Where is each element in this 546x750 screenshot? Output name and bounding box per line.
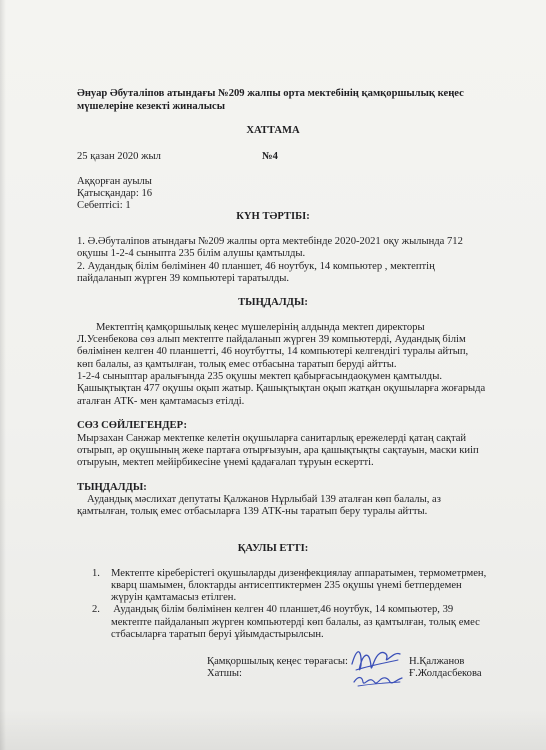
chair-name: Н.Қалжанов [409,656,465,667]
protocol-date: 25 қазан 2020 жыл [77,151,161,162]
heard-line: Аудандық мәслихат депутаты Қалжанов Нұрлыбай 139 аталған көп балалы, аз [87,494,441,505]
agenda-line: 1. Ә.Әбуталіпов атындағы №209 жалпы орта мектебінде 2020-2021 оқу жылында 712 [77,236,463,247]
secretary-name: Ғ.Жолдасбекова [409,668,482,679]
listened-line: Л.Усенбекова сөз алып мектепте пайдаланып жүрген 39 компьютерді, Аудандық білім [77,334,466,345]
page-bottom-shade [0,710,546,750]
agenda-heading: КҮН ТӘРТІБІ: [236,211,310,222]
attendance-present: Қатысқандар: 16 [77,188,153,199]
secretary-role: Хатшы: [207,668,242,679]
protocol-number: №4 [262,151,278,162]
agenda-line: пайдаланып жүрген 39 компьютері таратылды. [77,273,289,284]
resolved-item-line: стбасыларға таратып беруі ұйымдастырылсын. [111,629,324,640]
page-edge-shadow [0,0,6,750]
listened-heading: ТЫҢДАЛДЫ: [238,297,308,308]
document-title-line-1: Әнуар Әбуталіпов атындағы №209 жалпы орта мектебінің қамқоршылық кеңес [77,88,464,99]
heard-line: қамтылған, толық емес отбасыларға 139 АТК-ны таратып беру туралы айтты. [77,506,428,517]
resolved-item-line: Мектепте кіреберістегі оқушыларды дизенфекциялау аппаратымен, термометрмен, [111,568,487,579]
listened-line: көп балалы, аз қамтылған, толық емес отбасына таратып беруді айтты. [77,359,397,370]
handwritten-signature-chair [346,642,406,688]
resolved-item-line: кварц шамымен, блоктарды антисептиктермен 235 оқушы үнемі бетпердемен [111,580,462,591]
listened-line: бөлімінен келген 40 планшетті, 46 ноутбутты, 14 компьютері келгендігі туралы айтып, [77,346,469,357]
protocol-heading: ХАТТАМА [246,125,300,136]
listened-line: 1-2-4 сыныптар аралығында 235 оқушы мектеп қабырғасындаоқумен қамтылды. [77,371,442,382]
heard-heading: ТЫҢДАЛДЫ: [77,482,147,493]
meeting-village: Аққорған ауылы [77,176,152,187]
resolved-heading: ҚАУЛЫ ЕТТІ: [237,543,309,554]
speakers-heading: СӨЗ СӨЙЛЕГЕНДЕР: [77,420,188,431]
resolved-item-line: жүруін қамтамасыз етілген. [111,592,237,603]
agenda-line: оқушы 1-2-4 сыныпта 235 білім алушы қамтылды. [77,248,306,259]
resolved-item-line: мектепте пайдаланып жүрген компьютерді көп балалы, аз қамтылған, толық емес [111,617,480,628]
listened-line: Мектептің қамқоршылық кеңес мүшелерінің алдында мектеп директоры [96,322,425,333]
listened-line: аталған АТК- мен қамтамасыз етілді. [77,396,245,407]
chair-role: Қамқоршылық кеңес төрағасы: [207,656,348,667]
listened-line: Қашықтықтан 477 оқушы оқып жатыр. Қашықтықтан оқып жатқан оқушыларға жоғарыда [77,383,486,394]
document-title-line-2: мүшелеріне кезекті жиналысы [77,101,225,112]
resolved-item-marker: 2. [92,604,100,615]
attendance-absent: Себептісі: 1 [77,200,131,211]
speakers-line: Мырзахан Санжар мектепке келетін оқушыларға санитарлық ережелерді қатаң сақтай [77,433,467,444]
speakers-line: отырып, әр оқушының жеке партаға отырғызуын, ара қашықтықты сақтауын, маски киіп [77,445,479,456]
resolved-item-marker: 1. [92,568,100,579]
speakers-line: отыруын, мектеп мейірбикесіне үнемі қадағалап тұруын ескертті. [77,457,374,468]
resolved-item-line: Аудандық білім бөлімінен келген 40 планшет,46 ноутбук, 14 компьютер, 39 [108,604,454,615]
agenda-line: 2. Аудандық білім бөлімінен 40 планшет, 46 ноутбук, 14 компьютер , мектептің [77,261,435,272]
